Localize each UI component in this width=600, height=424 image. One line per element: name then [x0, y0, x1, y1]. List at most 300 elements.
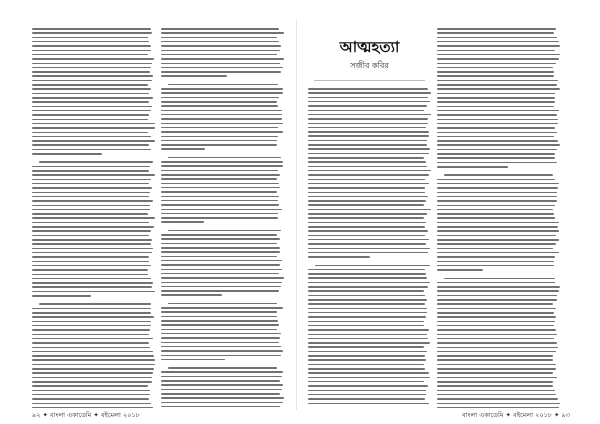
text-line: [308, 131, 429, 133]
text-line: [437, 209, 553, 211]
text-line: [32, 93, 149, 95]
text-line: [308, 282, 430, 284]
text-line: [308, 312, 427, 314]
text-line: [32, 58, 154, 60]
text-line: [437, 58, 559, 60]
text-line: [161, 50, 280, 52]
text-line: [437, 372, 553, 374]
text-line: [32, 243, 151, 245]
text-line: [32, 213, 148, 215]
text-line: [308, 200, 426, 202]
text-line: [161, 170, 278, 172]
text-line: [308, 148, 430, 150]
text-line: [308, 153, 429, 155]
text-line: [32, 407, 153, 408]
text-line: [437, 286, 560, 288]
text-line: [161, 32, 284, 34]
text-line: [437, 338, 554, 340]
text-line: [161, 54, 277, 56]
text-line: [437, 54, 560, 56]
text-line: [32, 372, 153, 374]
text-line: [161, 144, 277, 146]
text-line: [32, 381, 152, 383]
text-line: [32, 140, 155, 142]
text-line: [161, 178, 277, 180]
text-line: [32, 286, 152, 288]
article-heading: [308, 34, 431, 76]
text-line: [32, 50, 151, 52]
text-line: [32, 80, 152, 82]
text-line: [32, 308, 151, 310]
text-line: [308, 334, 427, 336]
text-line: [32, 256, 149, 258]
text-line: [437, 162, 557, 164]
text-line: [32, 28, 151, 30]
text-line: [437, 217, 555, 219]
text-line: [161, 277, 284, 279]
text-line: [32, 385, 148, 387]
text-line: [161, 37, 277, 39]
text-line: [32, 101, 149, 103]
text-line: [308, 325, 424, 327]
text-line: [437, 93, 555, 95]
text-line: [32, 282, 153, 284]
text-line: [32, 75, 153, 77]
text-line: [161, 234, 277, 236]
text-line: [32, 351, 153, 353]
text-line: [32, 196, 149, 198]
text-line: [308, 196, 428, 198]
text-line: [32, 84, 148, 86]
text-line: [437, 282, 555, 284]
text-line: [437, 71, 554, 73]
text-line: [32, 278, 151, 280]
text-line: [32, 119, 148, 121]
text-line: [32, 71, 150, 73]
text-line: [161, 251, 280, 253]
text-line: [161, 350, 283, 352]
text-line: [308, 114, 431, 116]
text-line: [437, 342, 557, 344]
text-line: [308, 213, 427, 215]
text-line: [437, 226, 558, 228]
text-line: [161, 41, 279, 43]
text-line: [437, 377, 557, 379]
paragraph-break: [437, 274, 560, 278]
text-line: [437, 179, 555, 181]
text-line: [32, 114, 149, 116]
text-line: [437, 308, 556, 310]
text-line: [32, 390, 150, 392]
text-line: [32, 200, 153, 202]
text-line: [437, 80, 558, 82]
text-line: [308, 101, 430, 103]
text-line: [308, 368, 425, 370]
text-line: [437, 183, 559, 185]
text-line: [308, 170, 431, 172]
text-line: [437, 101, 555, 103]
text-line: [308, 166, 427, 168]
text-line: [161, 118, 282, 120]
text-line: [437, 192, 557, 194]
text-line: [308, 183, 429, 185]
left-page-column-2: [161, 28, 284, 408]
text-line: [437, 136, 554, 138]
right-page-column-1: [308, 28, 431, 408]
text-line: [161, 355, 281, 357]
text-line: [161, 209, 282, 211]
text-line: [161, 320, 278, 322]
right-page: [308, 28, 570, 408]
text-line: [437, 265, 554, 267]
text-line: [161, 359, 225, 361]
text-line: [161, 131, 283, 133]
text-line: [32, 394, 150, 396]
text-line: [308, 230, 428, 232]
text-line: [161, 238, 280, 240]
text-line: [437, 67, 553, 69]
text-line: [308, 144, 427, 146]
text-line: [161, 88, 283, 90]
text-line: [161, 243, 277, 245]
text-line: [32, 41, 149, 43]
text-line: [437, 364, 556, 366]
text-line: [308, 342, 430, 344]
text-line: [161, 324, 279, 326]
text-line: [161, 140, 277, 142]
text-line: [308, 222, 426, 224]
text-line: [161, 174, 280, 176]
text-line: [39, 161, 152, 163]
text-line: [437, 303, 553, 305]
text-line: [437, 355, 553, 357]
text-line: [437, 84, 557, 86]
text-line: [437, 256, 555, 258]
text-line: [161, 269, 282, 271]
text-line: [308, 243, 426, 245]
text-line: [437, 230, 559, 232]
text-line: [32, 37, 148, 39]
text-line: [161, 204, 279, 206]
text-line: [32, 222, 149, 224]
text-line: [437, 252, 559, 254]
text-line: [308, 256, 370, 258]
text-line: [32, 355, 154, 357]
text-line: [437, 243, 556, 245]
text-line: [161, 63, 280, 65]
text-line: [444, 278, 555, 280]
text-line: [32, 170, 149, 172]
article-title: আত্মহত্যা: [339, 37, 400, 56]
text-line: [437, 200, 557, 202]
left-page: [32, 28, 284, 408]
text-line: [161, 311, 277, 313]
text-line: [308, 157, 424, 159]
text-line: [168, 303, 277, 305]
text-line: [161, 294, 222, 296]
text-line: [32, 127, 155, 129]
text-line: [32, 377, 152, 379]
text-line: [161, 346, 281, 348]
text-line: [168, 367, 277, 369]
text-line: [308, 359, 426, 361]
text-line: [308, 187, 425, 189]
text-line: [32, 67, 151, 69]
text-line: [32, 230, 151, 232]
text-line: [308, 394, 426, 396]
text-line: [308, 390, 426, 392]
right-page-column-1-body: [308, 88, 431, 408]
page-footer-right: বাংলা একাডেমি ✦ বইমেলা ২০১৮ ✦ ৯৩: [462, 411, 570, 419]
text-line: [437, 37, 557, 39]
text-line: [437, 123, 558, 125]
text-line: [161, 260, 282, 262]
text-line: [308, 226, 425, 228]
text-line: [32, 226, 154, 228]
text-line: [437, 88, 560, 90]
text-line: [32, 63, 152, 65]
text-line: [161, 402, 283, 404]
text-line: [32, 209, 150, 211]
text-line: [308, 273, 426, 275]
text-line: [161, 282, 282, 284]
text-line: [161, 217, 278, 219]
text-line: [161, 406, 280, 408]
text-line: [308, 92, 431, 94]
text-line: [308, 269, 425, 271]
text-line: [32, 136, 151, 138]
text-line: [308, 135, 429, 137]
text-line: [161, 114, 282, 116]
text-line: [161, 127, 278, 129]
text-line: [437, 312, 554, 314]
text-line: [437, 385, 553, 387]
text-line: [161, 213, 278, 215]
text-line: [437, 299, 557, 301]
text-line: [161, 264, 280, 266]
text-line: [308, 351, 427, 353]
text-line: [32, 106, 152, 108]
text-line: [437, 329, 556, 331]
text-line: [32, 239, 152, 241]
text-line: [437, 359, 553, 361]
text-line: [161, 247, 280, 249]
text-line: [161, 58, 284, 60]
text-line: [308, 248, 430, 250]
text-line: [32, 32, 152, 34]
text-line: [161, 329, 277, 331]
text-line: [308, 97, 428, 99]
text-line: [161, 384, 283, 386]
text-line: [308, 299, 427, 301]
text-line: [437, 119, 558, 121]
text-line: [32, 192, 150, 194]
text-line: [308, 179, 425, 181]
text-line: [32, 88, 151, 90]
text-line: [161, 136, 278, 138]
text-line: [32, 329, 150, 331]
text-line: [32, 187, 152, 189]
text-line: [39, 303, 150, 305]
text-line: [437, 75, 554, 77]
text-line: [32, 295, 91, 297]
paragraph-break: [308, 261, 431, 265]
article-author: সজীব কবির: [350, 60, 389, 70]
text-line: [161, 200, 278, 202]
text-line: [308, 123, 428, 125]
text-line: [32, 179, 151, 181]
text-line: [444, 174, 553, 176]
text-line: [32, 123, 155, 125]
text-line: [161, 397, 284, 399]
gutter-divider: [296, 20, 297, 410]
text-line: [32, 398, 149, 400]
text-line: [437, 114, 557, 116]
text-line: [308, 110, 424, 112]
text-line: [32, 368, 154, 370]
text-line: [437, 390, 555, 392]
text-line: [308, 372, 429, 374]
text-line: [437, 321, 555, 323]
text-line: [437, 269, 483, 271]
text-line: [308, 192, 425, 194]
text-line: [308, 338, 428, 340]
text-line: [32, 183, 149, 185]
text-line: [32, 269, 148, 271]
text-line: [308, 118, 428, 120]
text-line: [437, 407, 559, 408]
text-line: [32, 149, 151, 151]
text-line: [308, 204, 424, 206]
text-line: [161, 123, 283, 125]
text-line: [437, 187, 558, 189]
text-line: [168, 230, 281, 232]
text-line: [161, 393, 280, 395]
text-line: [32, 217, 155, 219]
text-line: [168, 157, 280, 159]
text-line: [437, 157, 555, 159]
text-line: [161, 101, 277, 103]
text-line: [32, 248, 153, 250]
text-line: [161, 221, 204, 223]
left-page-column-1: [32, 28, 155, 408]
text-line: [437, 295, 557, 297]
text-line: [161, 161, 283, 163]
text-line: [437, 381, 553, 383]
text-line: [437, 144, 560, 146]
text-line: [32, 364, 155, 366]
text-line: [161, 286, 281, 288]
text-line: [308, 303, 425, 305]
title-divider: [314, 80, 425, 81]
text-line: [308, 105, 427, 107]
text-line: [437, 149, 557, 151]
text-line: [32, 261, 149, 263]
right-page-column-2: [437, 28, 560, 408]
text-line: [437, 290, 559, 292]
text-line: [308, 355, 425, 357]
text-line: [437, 28, 556, 30]
text-line: [32, 265, 151, 267]
text-line: [161, 71, 281, 73]
page-footer-left: ৯২ ✦ বাংলা একাডেমি ✦ বইমেলা ২০১৮: [32, 411, 140, 419]
text-line: [32, 205, 150, 207]
text-line: [437, 334, 557, 336]
text-line: [32, 312, 151, 314]
text-line: [308, 385, 428, 387]
text-line: [437, 132, 557, 134]
text-line: [32, 252, 152, 254]
text-line: [437, 248, 553, 250]
text-line: [437, 351, 556, 353]
text-line: [308, 321, 424, 323]
text-line: [161, 196, 279, 198]
text-line: [161, 380, 280, 382]
text-line: [32, 291, 155, 293]
text-line: [437, 41, 559, 43]
text-line: [161, 183, 279, 185]
text-line: [308, 88, 428, 90]
text-line: [161, 290, 279, 292]
text-line: [161, 333, 281, 335]
text-line: [32, 338, 153, 340]
text-line: [161, 45, 281, 47]
text-line: [437, 398, 558, 400]
text-line: [437, 50, 555, 52]
text-line: [161, 187, 280, 189]
text-line: [308, 295, 425, 297]
text-line: [308, 161, 426, 163]
text-line: [32, 54, 148, 56]
text-line: [308, 217, 424, 219]
text-line: [308, 346, 424, 348]
text-line: [308, 308, 427, 310]
text-line: [32, 153, 102, 155]
text-line: [437, 110, 559, 112]
text-line: [32, 321, 151, 323]
text-line: [308, 316, 426, 318]
text-line: [161, 92, 283, 94]
text-line: [161, 273, 279, 275]
text-line: [308, 239, 429, 241]
text-line: [32, 110, 151, 112]
text-line: [161, 191, 277, 193]
text-line: [161, 337, 280, 339]
text-line: [32, 359, 155, 361]
text-line: [308, 140, 427, 142]
text-line: [437, 196, 557, 198]
text-line: [437, 97, 555, 99]
text-line: [161, 148, 205, 150]
text-line: [161, 97, 279, 99]
text-line: [32, 166, 150, 168]
text-line: [32, 235, 149, 237]
text-line: [437, 347, 558, 349]
text-line: [308, 252, 428, 254]
text-line: [161, 75, 227, 77]
text-line: [161, 316, 277, 318]
text-line: [308, 381, 424, 383]
text-line: [437, 127, 555, 129]
text-line: [437, 205, 555, 207]
text-line: [32, 334, 149, 336]
text-line: [308, 377, 430, 379]
text-line: [437, 32, 554, 34]
text-line: [437, 403, 560, 405]
text-line: [308, 329, 429, 331]
text-line: [437, 261, 554, 263]
text-line: [161, 110, 282, 112]
